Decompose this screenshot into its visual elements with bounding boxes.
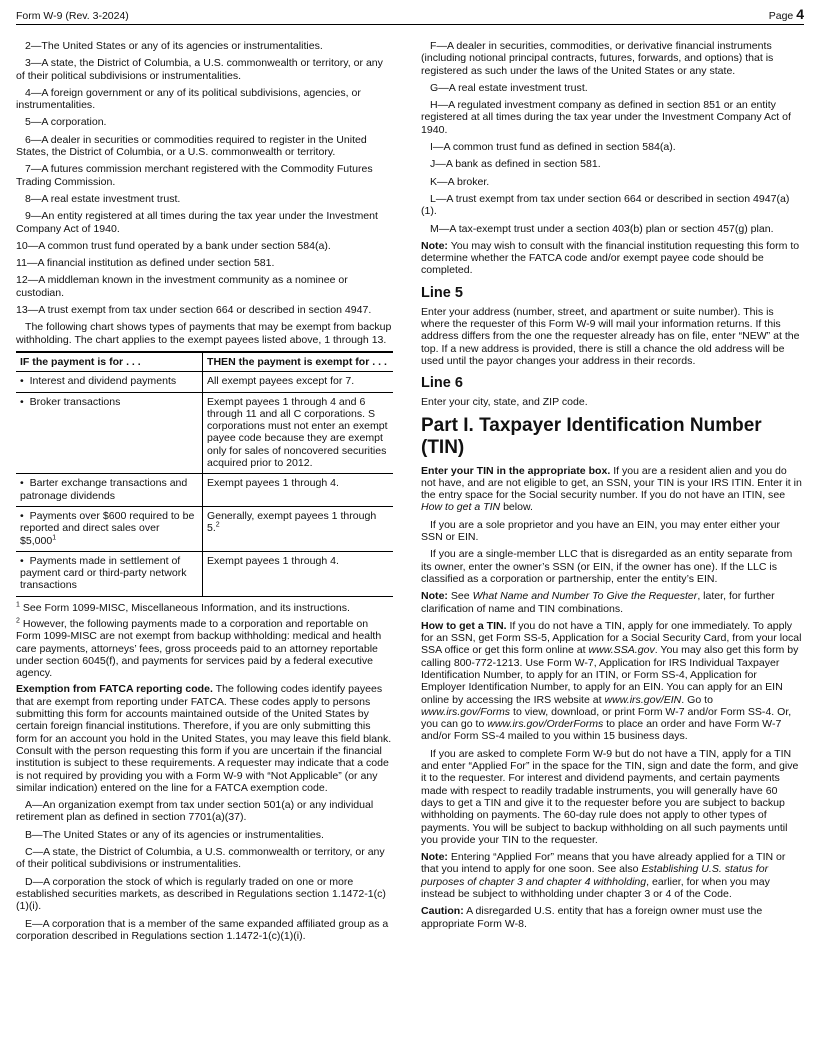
part1-heading: Part I. Taxpayer Identification Number (TIN) xyxy=(421,414,762,458)
tin-paragraph: Enter your TIN in the appropriate box. If you are a resident alien and you do not have, and are not eligible to get, an SSN, your TIN is your IRS ITIN. Enter it in the entry space for the Social security number. If you do not have an ITIN, see How to get a TIN below. xyxy=(421,464,802,514)
fatca-code-m: M—A tax-exempt trust under a section 403(b) plan or section 457(g) plan. xyxy=(430,222,774,235)
fatca-code-j: J—A bank as defined in section 581. xyxy=(430,158,601,171)
fatca-code-b: B—The United States or any of its agencies or instrumentalities. xyxy=(25,828,324,841)
table-header-payment: IF the payment is for . . . xyxy=(16,352,203,372)
fatca-code-g: G—A real estate investment trust. xyxy=(430,81,588,94)
page-header xyxy=(16,6,804,25)
table-row xyxy=(16,551,393,596)
fatca-code-l: L—A trust exempt from tax under section 664 or described in section 4947(a)(1). xyxy=(421,192,790,218)
fatca-code-f: F—A dealer in securities, commodities, or derivative financial instruments (including notional principal contracts, futures, forwards, and options) that is registered as such under the laws of the United States or any state. xyxy=(421,40,774,77)
left-column xyxy=(16,40,393,947)
table-header-row xyxy=(16,352,393,372)
table-row xyxy=(16,474,393,507)
exempt-payee-2: 2—The United States or any of its agencies or instrumentalities. xyxy=(25,40,323,52)
exempt-payee-3: 3—A state, the District of Columbia, a U.S. commonwealth or territory, or any of their political subdivisions or instrumentalities. xyxy=(16,57,383,82)
line6-heading: Line 6 xyxy=(421,375,463,392)
applied-for-paragraph: If you are asked to complete Form W-9 but do not have a TIN, apply for a TIN and enter “Applied For” in the space for the TIN, sign and date the form, and give it to the requester. For interest and dividend payments, and certain payments made with respect to readily tradable instruments, you will generally have 60 days to get a TIN and give it to the requester before you are subject to backup withholding on payments. The 60-day rule does not apply to other types of payments. You will be subject to backup withholding on all such payments until you provide your TIN to the requester. xyxy=(421,747,799,846)
fatca-code-a: A—An organization exempt from tax under section 501(a) or any individual retirement plan as defined in section 7701(a)(37). xyxy=(16,799,374,824)
fatca-code-h: H—A regulated investment company as defined in section 851 or an entity registered at all times during the tax year under the Investment Company Act of 1940. xyxy=(421,99,791,136)
llc-paragraph: If you are a single-member LLC that is disregarded as an entity separate from its owner, enter the owner’s SSN (or EIN, if the owner has one). If the LLC is classified as a corporation or partnership, enter the entity’s EIN. xyxy=(421,548,793,585)
note-applied-for: Note: Entering “Applied For” means that you have already applied for a TIN or that you intend to apply for one soon. See also Establishing U.S. status for purposes of chapter 3 and chapter 4 withholding, earlier, for when you may instead be subject to withholding under chapter 3 or 4 of the Code. xyxy=(421,851,786,901)
table-row xyxy=(16,506,393,551)
footnote-2: $^2$ However, the following payments made to a corporation and reportable on Form 1099-MISC are not exempt from backup withholding: medical and health care payments, attorneys’ fees, gross proceeds paid to an attorney reportable under section 6045(f), and payments for services paid by a federal executive agency. xyxy=(16,617,382,680)
fatca-exemption-paragraph: Exemption from FATCA reporting code. The following codes identify payees that are exempt from reporting under FATCA. These codes apply to persons submitting this form for accounts maintained outside of the United States by certain foreign financial institutions. Therefore, if you are only submitting this form for an account you hold in the United States, you may leave this field blank. Consult with the person requesting this form if you are uncertain if the financial institution is subject to these requirements. A requester may indicate that a code is not required by providing you with a Form W-9 with “Not Applicable” (or any similar indication) entered on the line for a FATCA exemption code. xyxy=(16,683,392,794)
exempt-payee-11: 11—A financial institution as defined under section 581. xyxy=(16,257,275,270)
form-identifier: Form W-9 (Rev. 3-2024) xyxy=(16,10,129,22)
line5-heading: Line 5 xyxy=(421,284,463,301)
chart-intro: The following chart shows types of payments that may be exempt from backup withholding. The chart applies to the exempt payees listed above, 1 through 13. xyxy=(16,321,392,346)
table-row xyxy=(16,392,393,474)
exempt-payee-10: 10—A common trust fund operated by a bank under section 584(a). xyxy=(16,239,331,252)
table-cell-payment: • Payments over $600 required to be reported and direct sales over $5,000$^1$ xyxy=(16,506,203,551)
fatca-code-k: K—A broker. xyxy=(430,175,490,188)
right-column xyxy=(421,40,802,935)
table-cell-payment: • Payments made in settlement of payment card or third-party network transactions xyxy=(16,551,203,596)
exempt-payee-6: 6—A dealer in securities or commodities required to register in the United States, the District of Columbia, or a U.S. commonwealth or territory. xyxy=(16,133,367,159)
table-header-exempt: THEN the payment is exempt for . . . xyxy=(203,352,394,372)
table-cell-payment: • Barter exchange transactions and patronage dividends xyxy=(16,474,203,507)
exempt-payee-12: 12—A middleman known in the investment community as a nominee or custodian. xyxy=(16,274,348,299)
page-number: Page 4 xyxy=(768,6,804,22)
exempt-payee-4: 4—A foreign government or any of its political subdivisions, agencies, or instrumentalities. xyxy=(16,86,361,112)
fatca-code-i: I—A common trust fund as defined in section 584(a). xyxy=(430,141,676,154)
table-cell-exempt: All exempt payees except for 7. xyxy=(203,372,394,392)
line6-text: Enter your city, state, and ZIP code. xyxy=(421,396,588,409)
table-cell-exempt: Exempt payees 1 through 4. xyxy=(203,551,394,596)
exempt-payee-9: 9—An entity registered at all times during the tax year under the Investment Company Act of 1940. xyxy=(16,210,378,235)
fatca-code-c: C—A state, the District of Columbia, a U.S. commonwealth or territory, or any of their political subdivisions or instrumentalities. xyxy=(16,846,385,871)
footnote-1: $^1$ See Form 1099-MISC, Miscellaneous Information, and its instructions. xyxy=(16,601,350,614)
table-cell-payment: • Interest and dividend payments xyxy=(16,372,203,392)
sole-proprietor-paragraph: If you are a sole proprietor and you have an EIN, you may enter either your SSN or EIN. xyxy=(421,518,780,544)
table-cell-exempt: Exempt payees 1 through 4 and 6 through 11 and all C corporations. S corporations must not enter an exempt payee code because they are exempt only for sales of noncovered securities acquired prior to 2012. xyxy=(203,392,394,474)
fatca-code-e: E—A corporation that is a member of the same expanded affiliated group as a corporation described in Regulations section 1.1472-1(c)(1)(i). xyxy=(16,917,389,942)
fatca-code-d: D—A corporation the stock of which is regularly traded on one or more established securities markets, as described in Regulations section 1.1472-1(c)(1)(i). xyxy=(16,875,386,913)
exempt-payee-5: 5—A corporation. xyxy=(25,116,107,129)
exempt-payee-13: 13—A trust exempt from tax under section 664 or described in section 4947. xyxy=(16,304,372,317)
table-cell-exempt: Exempt payees 1 through 4. xyxy=(203,474,394,507)
exempt-payee-7: 7—A futures commission merchant registered with the Commodity Futures Trading Commission. xyxy=(16,163,373,188)
line5-text: Enter your address (number, street, and apartment or suite number). This is where the requester of this Form W-9 will mail your information returns. If this address differs from the one the requester already has on file, enter “NEW” at the top. If a new address is provided, there is still a chance the old address will be used until the payor changes your address in their records. xyxy=(421,305,800,367)
caution-paragraph: Caution: A disregarded U.S. entity that has a foreign owner must use the appropriate Form W-8. xyxy=(421,905,763,930)
exempt-payee-8: 8—A real estate investment trust. xyxy=(25,192,181,205)
table-row xyxy=(16,372,393,392)
table-cell-payment: • Broker transactions xyxy=(16,392,203,474)
exemption-table xyxy=(16,351,393,597)
how-to-get-tin: How to get a TIN. If you do not have a TIN, apply for one immediately. To apply for an SSN, get Form SS-5, Application for a Social Security Card, from your local SSA office or get this form online at www.SSA.gov. You may also get this form by calling 800-772-1213. Use Form W-7, Application for IRS Individual Taxpayer Identification Number, to apply for an ITIN, or Form SS-4, Application for Employer Identification Number, to apply for an EIN. You can apply for an EIN online by accessing the IRS website at www.irs.gov/EIN. Go to www.irs.gov/Forms to view, download, or print Form W-7 and/or Form SS-4. Or, you can go to www.irs.gov/OrderForms to place an order and have Form W-7 and/or Form SS-4 mailed to you within 15 business days. xyxy=(421,619,802,743)
note-fatca: Note: You may wish to consult with the financial institution requesting this form to determine whether the FATCA code and/or exempt payee code should be completed. xyxy=(421,239,800,277)
note-name-number: Note: See What Name and Number To Give the Requester, later, for further clarification of name and TIN combinations. xyxy=(421,590,775,615)
table-cell-exempt: Generally, exempt payees 1 through 5.$^2$ xyxy=(203,506,394,551)
